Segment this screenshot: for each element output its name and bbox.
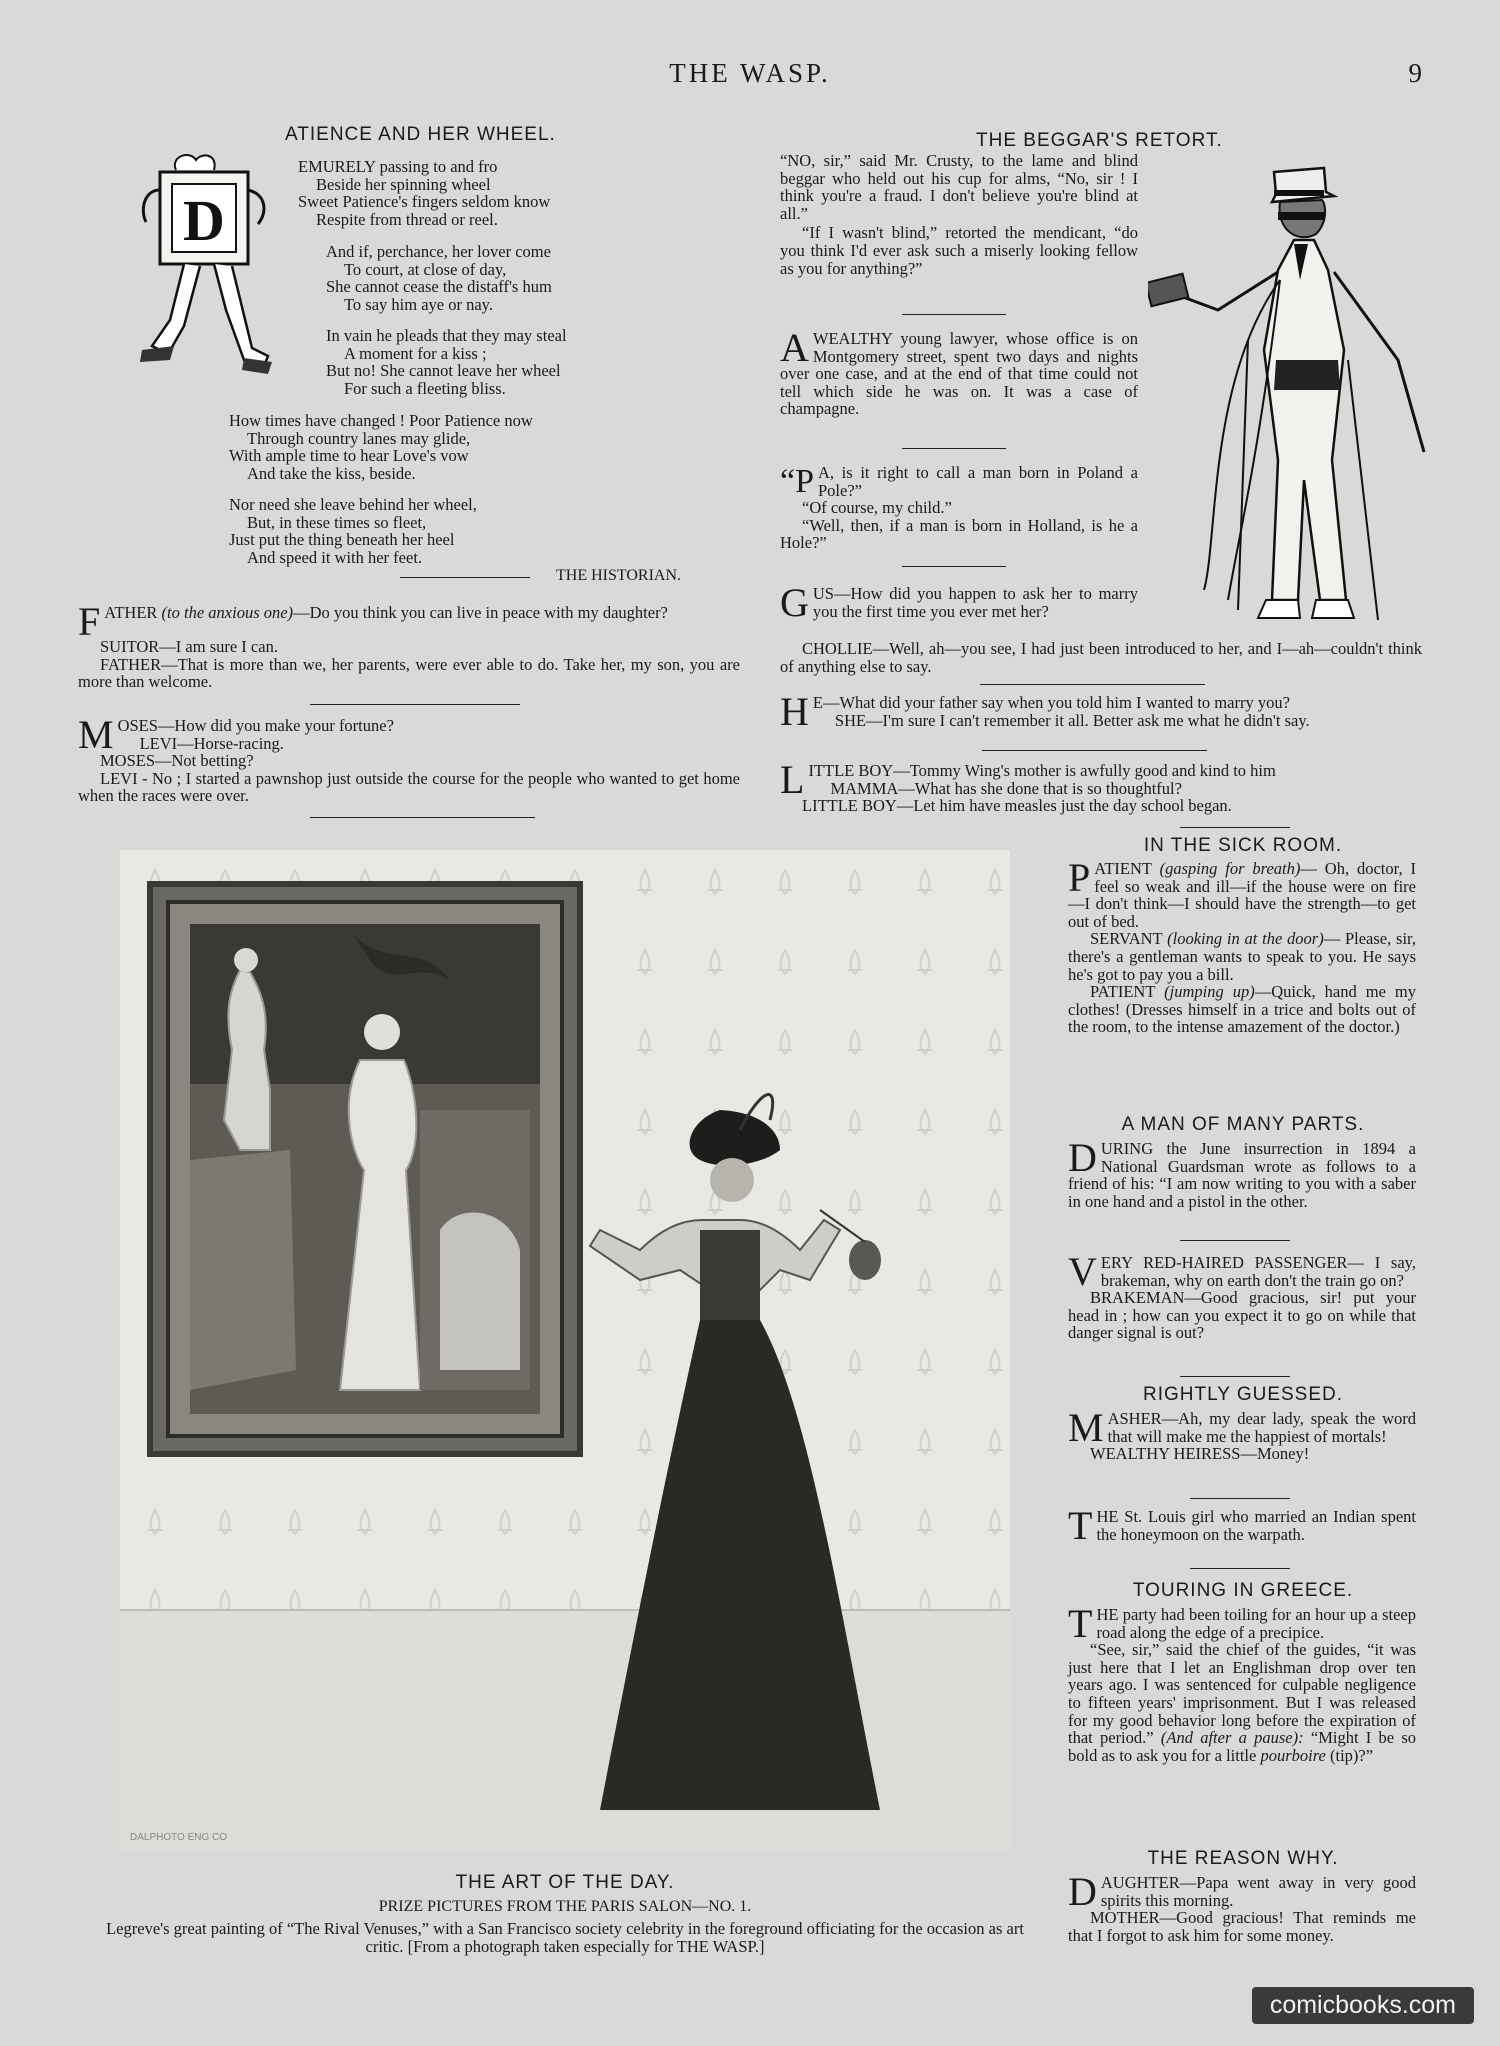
poem-line: She cannot cease the distaff's hum [326,277,552,297]
poem-line: But, in these times so fleet, [247,512,427,532]
many-parts-body: URING the June insurrection in 1894 a National Guardsman wrote as follows to a friend of his: “I am now writing to you with a saber in one hand and a pistol in the other. [1068,1139,1416,1211]
patient-label: ATIENT [1094,859,1152,878]
mamma-line: MAMMA—What has she done that is so thoughtful? [830,778,1182,798]
art-subtitle: PRIZE PICTURES FROM THE PARIS SALON—NO. 1. [378,1898,752,1915]
poem-line: And speed it with her feet. [247,547,423,567]
watermark: comicbooks.com [1252,1987,1474,2024]
greece-heading: TOURING IN GREECE. [1132,1580,1354,1601]
patience-stanza-5 [229,496,649,566]
many-parts-heading: A MAN OF MANY PARTS. [1121,1114,1365,1135]
rule [1190,1568,1290,1569]
poem-line: And if, perchance, her lover come [326,242,551,261]
beggar-paragraph-1: “NO, sir,” said Mr. Crusty, to the lame and blind beggar who held out his cup for alms, “No, sir ! I think you're a fraud. I don't believe you're blind at all.” [780,151,1138,223]
dropcap-letter: D [183,188,225,253]
servant-label: SERVANT [1090,929,1163,949]
gus-joke [780,580,1138,625]
rule [980,684,1205,685]
dropcap-p: P [1068,855,1091,900]
dropcap-t: T [1068,1601,1093,1646]
lawyer-joke [780,325,1138,419]
poem-line: A moment for a kiss ; [344,343,487,363]
dropcap-g: G [780,580,809,625]
he-she-joke [780,689,1422,734]
beggar-text [780,152,1138,279]
rule [1180,1376,1290,1377]
gus-line-1: US—How did you happen to ask her to marry you the first time you ever met her? [812,584,1138,621]
levi-line-2: LEVI - No ; I started a pawnshop just outside the course for the people who wanted to get home when the races were over. [78,768,740,806]
dropcap-t: T [1068,1503,1093,1548]
page-number: 9 [1408,58,1422,88]
poem-line: Just put the thing beneath her heel [229,530,455,550]
little-boy-line-1: ITTLE BOY—Tommy Wing's mother is awfully good and kind to him [808,761,1276,780]
rule [902,448,1006,449]
poem-line: Beside her spinning wheel [316,174,491,194]
heiress-line: WEALTHY HEIRESS—Money! [1090,1444,1310,1464]
poem-line: To court, at close of day, [344,259,507,279]
chollie-text: CHOLLIE—Well, ah—you see, I had just been introduced to her, and I—ah—couldn't think of anything else to say. [780,639,1422,676]
dropcap-m: M [1068,1405,1104,1450]
rule [982,750,1207,751]
poem-line: Through country lanes may glide, [247,428,471,448]
rule [902,566,1006,567]
beggar-heading: THE BEGGAR'S RETORT. [976,130,1223,151]
dropcap-h: H [780,689,809,734]
pole-line-1: A, is it right to call a man born in Poland a Pole?” [818,463,1138,500]
patient-line-2: —Quick, hand me my clothes! (Dresses himself in a trice and bolts out of the room, to the intense amazement of the doctor.) [1068,982,1417,1037]
dropcap-m: M [78,712,114,757]
daughter-line: AUGHTER—Papa went away in very good spirits this morning. [1100,1873,1416,1910]
beggar-illustration [1148,160,1438,630]
poem-line: But no! She cannot leave her wheel [326,361,561,381]
dropcap-p: “P [780,463,814,500]
rightly-heading: RIGHTLY GUESSED. [1142,1384,1344,1405]
dropcap-d: D [1068,1869,1097,1914]
rule [400,577,530,578]
sick-room-heading: IN THE SICK ROOM. [1143,835,1343,856]
brakeman-line: BRAKEMAN—Good gracious, sir! put your head in ; how can you expect it to go on while that danger signal is out? [1068,1288,1416,1343]
moses-line: OSES—How did you make your fortune? [117,716,394,735]
greece-aside: (And after a pause): [1160,1728,1304,1748]
rule [310,817,535,818]
dropcap-v: V [1068,1249,1097,1294]
rightly-text [1068,1405,1416,1464]
mother-line: MOTHER—Good gracious! That reminds me that I forgot to ask him for some money. [1068,1908,1416,1945]
art-title: THE ART OF THE DAY. [455,1872,675,1893]
reason-text [1068,1869,1416,1945]
patient-line: — Oh, doctor, I feel so weak and ill—if the house were on fire—I don't think—I should have the strength—to get out of bed. [1068,859,1416,931]
he-line: E—What did your father say when you told him I wanted to marry you? [812,693,1290,712]
lawyer-text: WEALTHY young lawyer, whose office is on Montgomery street, spent two days and nights over one case, and at the end of that time could not tell which side he was on. It was a case of champagne. [780,329,1138,419]
patience-stanza-2 [326,243,706,313]
st-louis-text: HE St. Louis girl who married an Indian spent the honeymoon on the warpath. [1096,1507,1416,1544]
beggar-paragraph-2: “If I wasn't blind,” retorted the mendicant, “do you think I'd ever ask such a miserly looking fellow as you for anything?” [780,223,1138,278]
pole-joke [780,464,1138,552]
patient-aside-2: (jumping up) [1164,982,1255,1002]
patience-stanza-4 [229,412,649,482]
patient-aside: (gasping for breath) [1159,859,1301,878]
levi-line: LEVI—Horse-racing. [139,733,284,753]
poem-line: And take the kiss, beside. [247,463,416,483]
patient-label-2: PATIENT [1090,982,1156,1002]
father-joke [78,599,740,692]
father-aside: (to the anxious one) [161,603,294,622]
sick-room-text [1068,855,1417,1037]
pole-line-2: “Of course, my child.” [802,498,952,518]
patience-stanza-3 [326,327,706,397]
servant-line: — Please, sir, there's a gentleman wants to speak to you. He says he's got to pay you a bill. [1068,929,1416,984]
passenger-line: ERY RED-HAIRED PASSENGER— I say, brakeman, why on earth don't the train go on? [1100,1253,1416,1290]
poem-line: Nor need she leave behind her wheel, [229,495,477,514]
poem-line: For such a fleeting bliss. [344,378,506,398]
father-line: ATHER [104,603,158,622]
st-louis-joke [1068,1503,1416,1548]
moses-line-2: MOSES—Not betting? [100,751,254,771]
servant-aside: (looking in at the door) [1167,929,1324,949]
art-caption: Legreve's great painting of “The Rival Venuses,” with a San Francisco society celebrity in the foreground officiating for the occasion as art critic. [From a photograph taken especially for THE WASP.] [106,1919,1024,1956]
reason-heading: THE REASON WHY. [1147,1848,1339,1869]
running-title: THE WASP. [669,58,831,88]
father-line-2: FATHER—That is more than we, her parents, were ever able to do. Take her, my son, you are more than welcome. [78,654,740,692]
dropcap-illustration [140,150,290,400]
rule [1180,1240,1290,1241]
dropcap-d: D [1068,1135,1097,1180]
poem-line: EMURELY passing to and fro [298,157,498,176]
rule [1190,1498,1290,1499]
greece-paragraph-2: “See, sir,” said the chief of the guides, “it was just here that I let an Englishman drop over ten years ago. I was sentenced for culpable negligence to fifteen years' imprisonment. But I was released for my good behavior long before the expiration of that period.” [1068,1640,1416,1748]
greece-pourboire: pourboire [1260,1745,1326,1765]
poem-line: Sweet Patience's fingers seldom know [298,192,551,212]
father-line-rest: —Do you think you can live in peace with my daughter? [293,603,668,622]
red-haired-joke [1068,1249,1416,1343]
chollie-line [780,640,1422,675]
pole-line-3: “Well, then, if a man is born in Holland, is he a Hole?” [780,515,1138,553]
dropcap-a: A [780,325,809,370]
art-of-the-day-photo [120,850,1010,1850]
greece-question: “Might I be so bold as to ask you for a little [1068,1728,1417,1765]
engraver-credit: DALPHOTO ENG CO [130,1832,228,1843]
poem-line: With ample time to hear Love's vow [229,446,469,466]
greece-paragraph-1: HE party had been toiling for an hour up a steep road along the edge of a precipice. [1096,1605,1416,1642]
rule [902,314,1006,315]
little-boy-line-2: LITTLE BOY—Let him have measles just the day school began. [802,796,1232,816]
dropcap-f: F [78,599,101,644]
greece-text [1068,1601,1417,1765]
poem-line: In vain he pleads that they may steal [326,326,567,345]
greece-tip: (tip)?” [1329,1745,1374,1765]
many-parts-text [1068,1135,1416,1211]
suitor-line: SUITOR—I am sure I can. [100,637,278,656]
patience-heading: ATIENCE AND HER WHEEL. [285,124,556,145]
poem-line: How times have changed ! Poor Patience now [229,411,533,430]
rule [310,704,520,705]
patience-signature: THE HISTORIAN. [556,567,682,584]
poem-line: To say him aye or nay. [344,294,493,314]
poem-line: Respite from thread or reel. [316,209,498,229]
patience-stanza-1 [298,158,698,228]
moses-joke [78,712,740,806]
she-line: SHE—I'm sure I can't remember it all. Better ask me what he didn't say. [834,710,1310,730]
masher-line: ASHER—Ah, my dear lady, speak the word that will make me the happiest of mortals! [1107,1409,1416,1446]
rule [1180,827,1290,828]
little-boy-joke [780,757,1422,816]
dropcap-l: L [780,757,805,802]
